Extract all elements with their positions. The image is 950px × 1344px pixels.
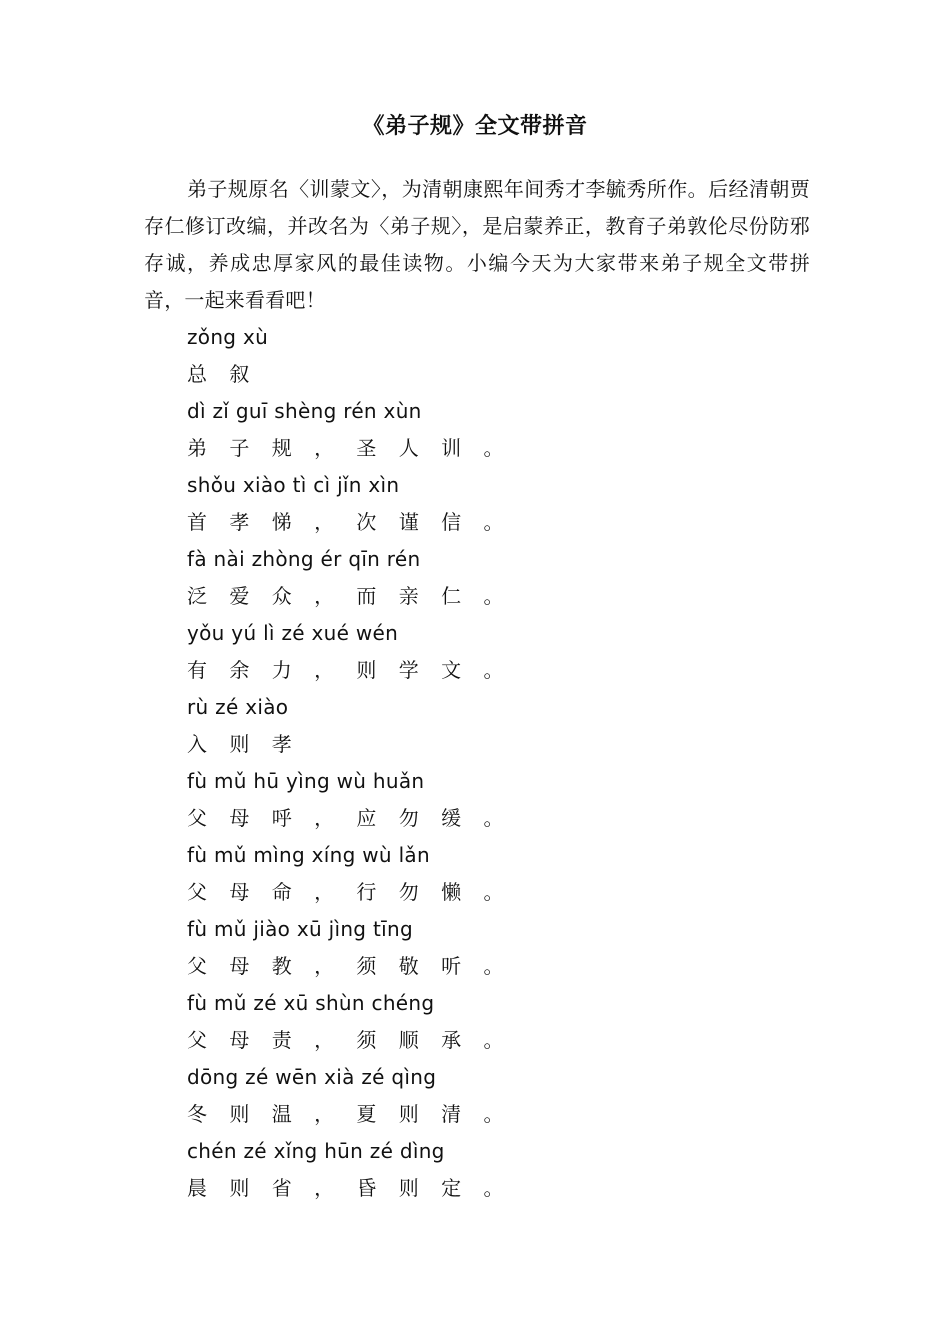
verse-line: 有 余 力 ， 则 学 文 。 [187,658,512,682]
pinyin-line: yǒu yú lì zé xué wén [187,621,399,645]
pinyin-line: fù mǔ jiào xū jìng tīng [187,917,413,941]
verse-lines [187,319,807,1207]
verse-line: 父 母 教 ， 须 敬 听 。 [187,954,512,978]
verse-line: 晨 则 省 ， 昏 则 定 。 [187,1176,512,1200]
verse-line: 弟 子 规 ， 圣 人 训 。 [187,436,512,460]
section-heading: 入 则 孝 [187,732,300,756]
pinyin-line: zǒng xù [187,325,269,349]
verse-line: 父 母 呼 ， 应 勿 缓 。 [187,806,512,830]
verse-line: 父 母 命 ， 行 勿 懒 。 [187,880,512,904]
intro-paragraph: 弟子规原名〈训蒙文〉，为清朝康熙年间秀才李毓秀所作。后经清朝贾存仁修订改编，并改名为〈弟子规〉，是启蒙养正，教育子弟敦伦尽份防邪存诚，养成忠厚家风的最佳读物。小编今天为大家带来弟子规全文带拼音，一起来看看吧！ [144,177,810,312]
document-title: 《弟子规》全文带拼音 [362,114,588,139]
verse-line: 父 母 责 ， 须 顺 承 。 [187,1028,512,1052]
pinyin-line: fà nài zhòng ér qīn rén [187,547,421,571]
pinyin-line: fù mǔ hū yìng wù huǎn [187,769,425,793]
pinyin-line: chén zé xǐng hūn zé dìng [187,1139,445,1163]
pinyin-line: dōng zé wēn xià zé qìng [187,1065,437,1089]
pinyin-line: fù mǔ mìng xíng wù lǎn [187,843,430,867]
verse-line: 总 叙 [187,362,258,386]
verse-line: 首 孝 悌 ， 次 谨 信 。 [187,510,512,534]
verse-line: 冬 则 温 ， 夏 则 清 。 [187,1102,512,1126]
pinyin-line: dì zǐ guī shèng rén xùn [187,399,422,423]
verse-line: 泛 爱 众 ， 而 亲 仁 。 [187,584,512,608]
pinyin-line: fù mǔ zé xū shùn chéng [187,991,435,1015]
pinyin-line: rù zé xiào [187,695,289,719]
pinyin-line: shǒu xiào tì cì jǐn xìn [187,473,400,497]
